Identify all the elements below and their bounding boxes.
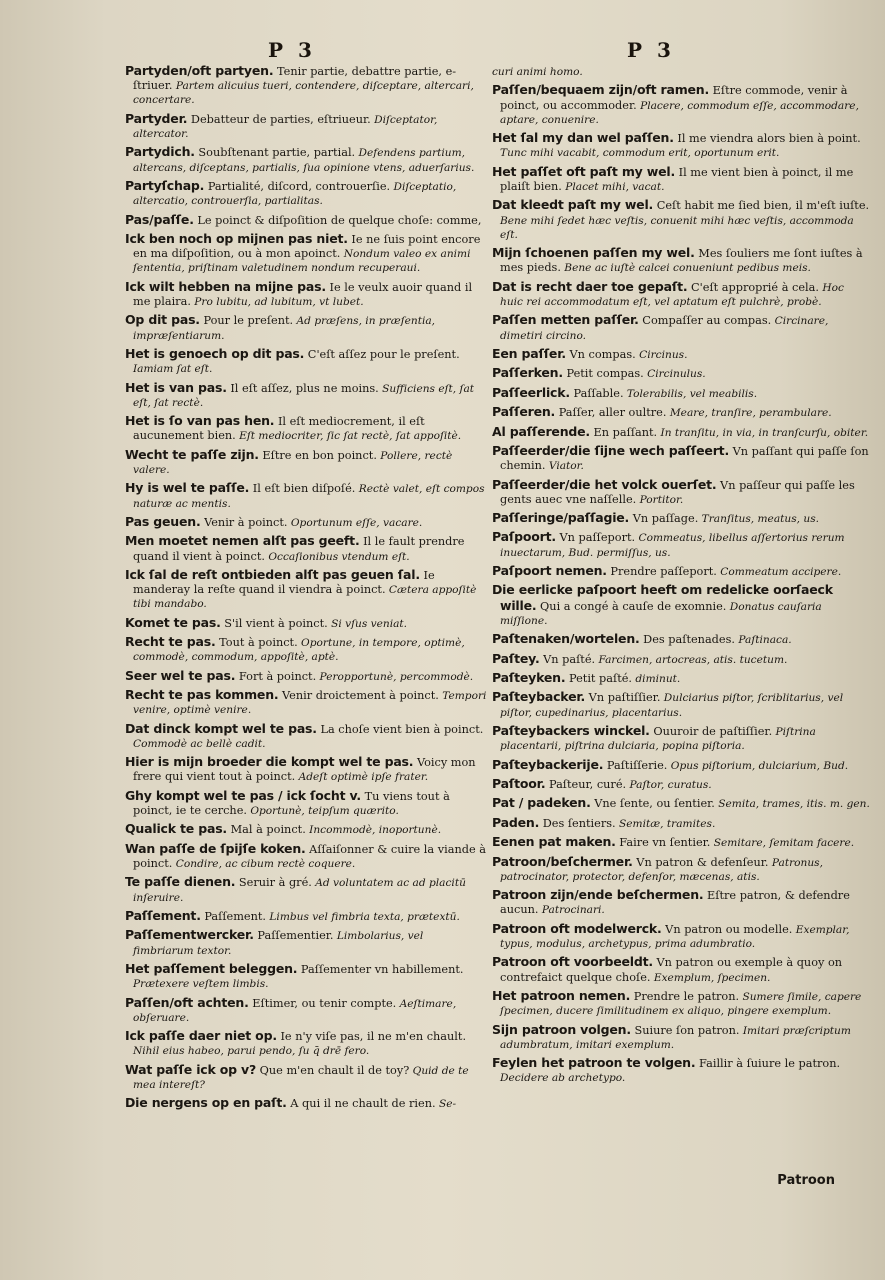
entry-french: Des ſentiers. [539, 816, 616, 830]
dictionary-entry [125, 996, 487, 1025]
entry-headword: Pas/paſſe. [125, 211, 194, 227]
dictionary-entry [492, 690, 870, 719]
entry-latin: Eſt mediocriter, ſic ſat rectè, ſat appoſitè. [235, 430, 462, 443]
dictionary-entry [125, 688, 487, 717]
dictionary-entry [125, 962, 487, 991]
dictionary-entry [492, 366, 870, 381]
entry-headword: Paſſen/oft achten. [125, 994, 249, 1010]
entry-french: Prendre le patron. [630, 989, 740, 1003]
entry-french: Vn paſſage. [629, 512, 699, 526]
entry-french: Eſtimer, ou tenir compte. [248, 996, 397, 1010]
entry-headword: Wat paſſe ick op v? [125, 1061, 257, 1077]
entry-latin: Commeatus, libellus aſſertorius rerum inuectarum, Bud. permiſſus, us. [500, 532, 845, 559]
entry-french: Prendre paſſeport. [606, 565, 717, 579]
entry-latin: In tranſitu, in via, in tranſcurſu, obiter. [657, 426, 869, 439]
entry-latin: Pollere, rectè valere. [133, 449, 453, 476]
dictionary-entry [125, 179, 487, 208]
entry-latin: Decidere ab archetypo. [500, 1072, 626, 1085]
entry-latin: Ad voluntatem ac ad placitū inſeruire. [133, 877, 466, 904]
entry-headword: Paſſerken. [492, 365, 563, 381]
entry-french: Le poinct & diſpoſition de quelque choſe: comme, [193, 213, 482, 227]
entry-latin: Quid de te mea intereſt? [133, 1064, 469, 1091]
entry-french: C'eſt aſſez pour le preſent. [304, 347, 460, 361]
entry-latin: Patronus, patrocinator, protector, defenſor, mæcenas, atis. [500, 856, 823, 883]
entry-headword: Paſtoor. [492, 776, 546, 792]
dictionary-entry [492, 632, 870, 647]
dictionary-entry [492, 165, 870, 194]
entry-headword: Qualick te pas. [125, 821, 227, 837]
entry-french: Mal à poinct. [226, 823, 306, 837]
entry-french: Eſtre en bon poinct. [258, 448, 377, 462]
entry-french: Paſſable. [569, 386, 624, 400]
entry-french: Faire vn ſentier. [615, 836, 711, 850]
dictionary-entry [492, 816, 870, 831]
entry-french: Vn paſtiſſier. [585, 691, 661, 705]
entry-french: Il me viendra alors bien à point. [673, 132, 861, 146]
dictionary-entry [125, 64, 487, 108]
dictionary-entry [125, 909, 487, 924]
entry-headword: Paſteybackerije. [492, 756, 604, 772]
entry-french: Pour le preſent. [199, 314, 294, 328]
entry-latin: Partem alicuius tueri, contendere, diſceptare, altercari, concertare. [133, 80, 474, 107]
entry-headword: Patroon zijn/ende beſchermen. [492, 887, 704, 903]
entry-headword: Wan paſſe de ſpijſe koken. [125, 840, 306, 856]
entry-french: Vn paſté. [539, 652, 596, 666]
dictionary-entry [492, 530, 870, 559]
entry-latin: Semita, trames, itis. m. gen. [714, 798, 870, 811]
entry-latin: Portitor. [636, 493, 684, 506]
entry-headword: Paſteyken. [492, 670, 566, 686]
dictionary-entry [492, 888, 870, 917]
dictionary-entry [492, 855, 870, 884]
entry-latin: Pro lubitu, ad lubitum, vt lubet. [190, 295, 364, 308]
entry-headword: Recht te pas kommen. [125, 687, 279, 703]
entry-latin: Si vſus veniat. [327, 617, 408, 630]
dictionary-entry [125, 928, 487, 957]
dictionary-entry [125, 822, 487, 837]
entry-latin: Limbus vel fimbria texta, prætextū. [266, 911, 460, 924]
dictionary-entry [492, 1023, 870, 1052]
entry-headword: Partyſchap. [125, 177, 205, 193]
entry-french: Il eſt bien diſpoſé. [249, 482, 356, 496]
entry-headword: Ghy kompt wel te pas / ick ſocht v. [125, 787, 361, 803]
entry-french: Paſſer, aller oultre. [555, 406, 667, 420]
entry-latin: Patrocinari. [538, 904, 605, 917]
entry-latin: Commodè ac bellè cadit. [133, 737, 266, 750]
dictionary-entry [492, 796, 870, 811]
entry-latin: Nihil eius habeo, parui pendo, ſu q̄ drē fero. [133, 1045, 370, 1058]
entry-latin: curi animi homo. [492, 66, 583, 78]
entry-french: Petit compas. [562, 367, 644, 381]
entry-french: Tout à poinct. [215, 636, 298, 650]
entry-french: A qui il ne chault de rien. [286, 1097, 436, 1111]
entry-headword: Op dit pas. [125, 312, 200, 328]
dictionary-entry [492, 724, 870, 753]
entry-french: Paſſementier. [253, 929, 334, 943]
entry-french: Eſtre patron, & defendre aucun. [500, 889, 850, 917]
entry-headword: Ick ſal de reſt ontbieden alſt pas geuen ſal. [125, 566, 420, 582]
header-right-signature: P 3 [627, 38, 675, 62]
entry-headword: Partyden/oft partyen. [125, 63, 274, 78]
right-column [492, 64, 870, 1090]
entry-french: Vn paſſeur qui paſſe les gents auec vne naſſelle. [500, 478, 855, 506]
entry-headword: Paſſeringe/paſſagie. [492, 510, 630, 526]
entry-headword: Pat / padeken. [492, 795, 591, 811]
entry-latin: Oportune, in tempore, optimè, commodè, commodum, appoſitè, aptè. [133, 637, 465, 664]
dictionary-entry [492, 131, 870, 160]
entry-french: S'il vient à poinct. [220, 616, 328, 630]
entry-latin: Adeſt optimè ipſe frater. [295, 771, 429, 784]
dictionary-entry [125, 789, 487, 818]
entry-latin: Meare, tranſire, perambulare. [666, 407, 832, 420]
entry-headword: Dat kleedt paſt my wel. [492, 197, 654, 213]
entry-french: Venir droictement à poinct. [278, 689, 439, 703]
entry-headword: Paſſeerder/die het volck ouerſet. [492, 476, 717, 492]
entry-french: Debatteur de parties, eſtriueur. [187, 112, 371, 126]
entry-headword: Paſſen/bequaem zijn/oft ramen. [492, 82, 710, 98]
dictionary-entry [492, 83, 870, 127]
entry-headword: Paſſement. [125, 908, 201, 924]
entry-headword: Die nergens op en paſt. [125, 1095, 287, 1111]
dictionary-entry [125, 1063, 487, 1092]
entry-french: Il le fault prendre quand il vient à poinct. [133, 535, 465, 563]
dictionary-entry [492, 64, 870, 79]
entry-latin: Exemplum, ſpecimen. [650, 971, 771, 984]
entry-french: Petit paſté. [565, 672, 633, 686]
catchword: Patroon [777, 1173, 835, 1188]
dictionary-entry [492, 564, 870, 579]
entry-latin: Oportunum eſſe, vacare. [287, 516, 423, 529]
header-left-signature: P 3 [268, 38, 316, 62]
entry-headword: Paſteybacker. [492, 689, 586, 705]
entry-french: Faillir à ſuiure le patron. [695, 1057, 841, 1071]
entry-french: Vn paſſeport. [555, 531, 636, 545]
entry-headword: Paſſeerder/die ſijne wech paſſeert. [492, 442, 730, 458]
entry-latin: diminut. [632, 673, 681, 686]
entry-french: Vn patron & defenſeur. [632, 855, 769, 869]
entry-french: Vn paſſant qui paſſe ſon chemin. [500, 444, 869, 473]
dictionary-entry [492, 955, 870, 984]
entry-headword: Die eerlicke paſpoort heeft om redelicke oorſaeck wille. [492, 582, 833, 613]
entry-headword: Seer wel te pas. [125, 667, 236, 683]
entry-latin: Oportunè, teipſum quærito. [246, 805, 399, 818]
page-header [0, 38, 885, 64]
entry-latin: Tolerabilis, vel meabilis. [623, 387, 758, 400]
entry-headword: Dat dinck kompt wel te pas. [125, 720, 317, 736]
entry-latin: Bene mihi ſedet hæc veſtis, conuenit mihi hæc veſtis, accommoda eſt. [500, 214, 854, 241]
dictionary-entry [125, 213, 487, 228]
entry-headword: Eenen pat maken. [492, 834, 616, 850]
entry-headword: Patroon oft voorbeeldt. [492, 954, 653, 970]
entry-headword: Recht te pas. [125, 634, 216, 650]
entry-french: Ceſt habit me ſied bien, il m'eſt iuſte. [653, 199, 870, 213]
dictionary-entry [492, 313, 870, 342]
entry-french: Vn patron ou modelle. [661, 922, 793, 936]
entry-latin: Tempori venire, optimè venire. [133, 690, 487, 717]
dictionary-entry [125, 448, 487, 477]
entry-french: Ie le veulx auoir quand il me plaira. [133, 280, 473, 308]
entry-french: Il eſt mediocrement, il eſt aucunement bien. [133, 415, 425, 443]
entry-headword: Het paſſet oft paſt my wel. [492, 163, 676, 179]
entry-headword: Te paſſe dienen. [125, 874, 236, 890]
entry-headword: Paſtenaken/wortelen. [492, 631, 640, 647]
entry-latin: Farcimen, artocreas, atis. tucetum. [595, 653, 788, 666]
entry-latin: Nondum valeo ex animi ſententia, priſtinam valetudinem nondum recuperaui. [133, 248, 471, 275]
entry-latin: Sumere ſimile, capere ſpecimen, ducere ſimilitudinem ex aliquo, pingere exemplum. [500, 990, 862, 1018]
dictionary-entry [125, 145, 487, 174]
entry-french: Ie manderay la reſte quand il viendra à poinct. [133, 568, 435, 597]
entry-headword: Sijn patroon volgen. [492, 1021, 631, 1037]
entry-headword: Paſpoort nemen. [492, 563, 607, 579]
entry-latin: Se- [435, 1098, 457, 1111]
entry-latin: Hoc huic rei accommodatum eſt, vel aptatum eſt pulchrè, probè. [500, 281, 844, 308]
entry-latin: Donatus cauſaria miſſione. [500, 600, 822, 627]
entry-french: Seruir à gré. [235, 876, 312, 890]
entry-headword: Patroon oft modelwerck. [492, 920, 662, 936]
entry-latin: Sufficiens eſt, ſat eſt, ſat rectè. [133, 382, 475, 409]
entry-headword: Het ſal my dan wel paſſen. [492, 130, 674, 146]
left-column [125, 64, 487, 1116]
dictionary-entry [492, 652, 870, 667]
entry-headword: Het patroon nemen. [492, 987, 631, 1003]
entry-latin: Paſtor, curatus. [626, 779, 712, 792]
entry-headword: Dat is recht daer toe gepaſt. [492, 278, 688, 294]
dictionary-entry [492, 347, 870, 362]
entry-french: Paſtiſſerie. [603, 758, 668, 772]
entry-french: La choſe vient bien à poinct. [316, 722, 484, 736]
entry-french: Soubſtenant partie, partial. [194, 146, 356, 160]
dictionary-entry [492, 777, 870, 792]
dictionary-entry [125, 534, 487, 563]
entry-headword: Paſpoort. [492, 529, 556, 545]
entry-french: Tenir partie, debattre partie, e-ſtriuer. [133, 65, 457, 93]
entry-latin: Aeſtimare, obſeruare. [133, 997, 457, 1024]
entry-french: En paſſant. [589, 425, 658, 439]
entry-headword: Paſſementwercker. [125, 927, 254, 943]
entry-french: Eſtre commode, venir à poinct, ou accommoder. [500, 84, 848, 112]
entry-french: Mes ſouliers me ſont iuſtes à mes pieds. [500, 247, 863, 275]
entry-french: Suiure ſon patron. [630, 1023, 740, 1037]
dictionary-entry [492, 246, 870, 275]
dictionary-entry [492, 405, 870, 420]
entry-latin: Incommodè, inoportunè. [305, 824, 442, 837]
dictionary-entry [492, 478, 870, 507]
entry-headword: Wecht te paſſe zijn. [125, 446, 259, 462]
entry-french: Ouuroir de paſtiſſier. [649, 725, 773, 739]
entry-french: Il me vient bien à poinct, il me plaiſt bien. [500, 165, 854, 193]
entry-french: Que m'en chault il de toy? [256, 1063, 410, 1077]
entry-latin: Defendens partium, altercans, diſceptans, partialis, ſua opinione vtens, aduerſarius. [133, 147, 475, 174]
entry-french: Vn patron ou exemple à quoy on contrefaict quelque choſe. [500, 956, 843, 984]
dictionary-entry [492, 835, 870, 850]
entry-headword: Komet te pas. [125, 614, 221, 630]
entry-french: Venir à poinct. [200, 515, 288, 529]
dictionary-entry [125, 722, 487, 751]
entry-latin: Tranſitus, meatus, us. [698, 513, 820, 526]
entry-latin: Circinulus. [643, 368, 706, 381]
entry-latin: Diſceptator, altercator. [133, 113, 438, 140]
entry-french: Ie n'y viſe pas, il ne m'en chault. [276, 1030, 467, 1044]
dictionary-entry [125, 280, 487, 309]
entry-french: Paſſement. [200, 910, 267, 924]
dictionary-entry [125, 347, 487, 376]
entry-french: Vn compas. [565, 347, 636, 361]
entry-french: Voicy mon frere qui vient tout à poinct. [133, 756, 476, 784]
dictionary-entry [492, 1056, 870, 1085]
entry-latin: Tunc mihi vacabit, commodum erit, oportunum erit. [500, 147, 780, 160]
dictionary-entry [125, 1029, 487, 1058]
dictionary-entry [125, 568, 487, 612]
entry-latin: Viator. [545, 460, 584, 473]
entry-latin: Semitæ, tramites. [615, 817, 716, 830]
dictionary-entry [125, 616, 487, 631]
entry-headword: Paſſen metten paſſer. [492, 312, 639, 328]
dictionary-entry [492, 386, 870, 401]
entry-latin: Dulciarius piſtor, ſcriblitarius, vel piſtor, cupedinarius, placentarius. [500, 692, 844, 719]
entry-headword: Paſſeerlick. [492, 384, 570, 400]
dictionary-entry [125, 381, 487, 410]
entry-latin: Rectè valet, eſt compos naturæ ac mentis. [133, 483, 485, 510]
entry-headword: Hier is mijn broeder die kompt wel te pas. [125, 754, 414, 770]
entry-french: Il eſt aſſez, plus ne moins. [226, 381, 379, 395]
entry-latin: Imitari præſcriptum adumbratum, imitari exemplum. [500, 1024, 851, 1051]
entry-latin: Prætexere veſtem limbis. [133, 978, 269, 991]
entry-headword: Paſtey. [492, 650, 540, 666]
entry-french: Compaſſer au compas. [638, 314, 772, 328]
entry-headword: Patroon/beſchermer. [492, 853, 633, 869]
entry-headword: Partyder. [125, 110, 188, 126]
dictionary-entry [125, 414, 487, 443]
entry-headword: Ick ben noch op mijnen pas niet. [125, 230, 348, 246]
dictionary-entry [492, 671, 870, 686]
dictionary-entry [125, 875, 487, 904]
entry-headword: Ick paſſe daer niet op. [125, 1028, 277, 1044]
dictionary-entry [492, 989, 870, 1018]
dictionary-entry [125, 515, 487, 530]
entry-headword: Paſſeren. [492, 404, 556, 420]
entry-latin: Ad præſens, in præſentia, impræſentiarum. [133, 315, 436, 342]
entry-headword: Ick wilt hebben na mijne pas. [125, 278, 326, 294]
dictionary-entry [125, 112, 487, 141]
dictionary-entry [492, 583, 870, 628]
dictionary-entry [125, 232, 487, 276]
entry-headword: Paden. [492, 814, 540, 830]
dictionary-entry [125, 635, 487, 664]
dictionary-entry [125, 313, 487, 342]
entry-headword: Paſteybackers winckel. [492, 723, 650, 739]
entry-headword: Het is van pas. [125, 379, 227, 395]
entry-latin: Cætera appoſitè tibi mandabo. [133, 584, 477, 611]
entry-latin: Limbolarius, vel fimbriarum textor. [133, 930, 424, 957]
entry-headword: Pas geuen. [125, 513, 201, 529]
entry-headword: Hy is wel te paſſe. [125, 480, 250, 496]
dictionary-entry [492, 280, 870, 309]
entry-french: Paſſementer vn habillement. [297, 963, 464, 977]
entry-latin: Opus piſtorium, dulciarium, Bud. [667, 759, 849, 772]
dictionary-entry [492, 198, 870, 242]
dictionary-entry [492, 922, 870, 951]
entry-french: C'eſt approprié à cela. [687, 280, 819, 294]
entry-latin: Peropportunè, percommodè. [316, 670, 474, 683]
dictionary-entry [125, 755, 487, 784]
dictionary-entry [125, 669, 487, 684]
entry-latin: Semitare, ſemitam facere. [710, 837, 855, 850]
entry-latin: Occaſionibus vtendum eſt. [264, 550, 410, 563]
entry-headword: Mijn ſchoenen paſſen my wel. [492, 245, 695, 261]
entry-french: Des paſtenades. [639, 633, 735, 647]
dictionary-entry [125, 1096, 487, 1111]
entry-french: Qui a congé à cauſe de exomnie. [536, 599, 727, 613]
entry-headword: Een paſſer. [492, 345, 566, 361]
entry-latin: Bene ac iuſtè calcei conueniunt pedibus meis. [560, 262, 811, 275]
entry-latin: Placet mihi, vacat. [561, 180, 665, 193]
entry-french: Tu viens tout à poinct, ie te cerche. [133, 789, 450, 818]
entry-headword: Partydich. [125, 144, 195, 160]
entry-french: Fort à poinct. [235, 669, 317, 683]
entry-headword: Men moetet nemen alſt pas geeft. [125, 533, 360, 549]
entry-latin: Exemplar, typus, modulus, archetypus, prima adumbratio. [500, 923, 850, 950]
entry-french: Vne ſente, ou ſentier. [590, 797, 715, 811]
dictionary-entry [125, 481, 487, 510]
entry-latin: Placere, commodum eſſe, accommodare, aptare, conuenire. [500, 99, 859, 126]
entry-latin: Circinare, dimetiri circino. [500, 315, 829, 342]
entry-headword: Het is genoech op dit pas. [125, 345, 305, 361]
entry-headword: Het is ſo van pas hen. [125, 413, 275, 429]
dictionary-entry [492, 511, 870, 526]
dictionary-entry [125, 842, 487, 871]
entry-french: Aſſaiſonner & cuire la viande à poinct. [133, 842, 486, 871]
entry-headword: Het paſſement beleggen. [125, 961, 298, 977]
entry-latin: Diſceptatio, altercatio, controuerſia, partialitas. [133, 180, 457, 208]
dictionary-entry [492, 444, 870, 473]
entry-latin: Iamiam ſat eſt. [133, 363, 213, 376]
dictionary-entry [492, 758, 870, 773]
dictionary-entry [492, 425, 870, 440]
entry-french: Ie ne ſuis point encore en ma diſpoſition, ou à mon apoinct. [133, 232, 481, 261]
entry-latin: Piſtrina placentarii, piſtrina dulciaria, popina piſtoria. [500, 726, 816, 753]
entry-latin: Paſtinaca. [735, 634, 792, 647]
entry-french: Paſteur, curé. [545, 778, 627, 792]
entry-headword: Al paſſerende. [492, 423, 590, 439]
entry-latin: Circinus. [635, 348, 688, 361]
entry-french: Partialité, diſcord, controuerſie. [204, 179, 391, 193]
entry-latin: Commeatum accipere. [716, 566, 842, 579]
entry-headword: Feylen het patroon te volgen. [492, 1055, 696, 1071]
entry-latin: Condire, ac cibum rectè coquere. [172, 858, 356, 871]
